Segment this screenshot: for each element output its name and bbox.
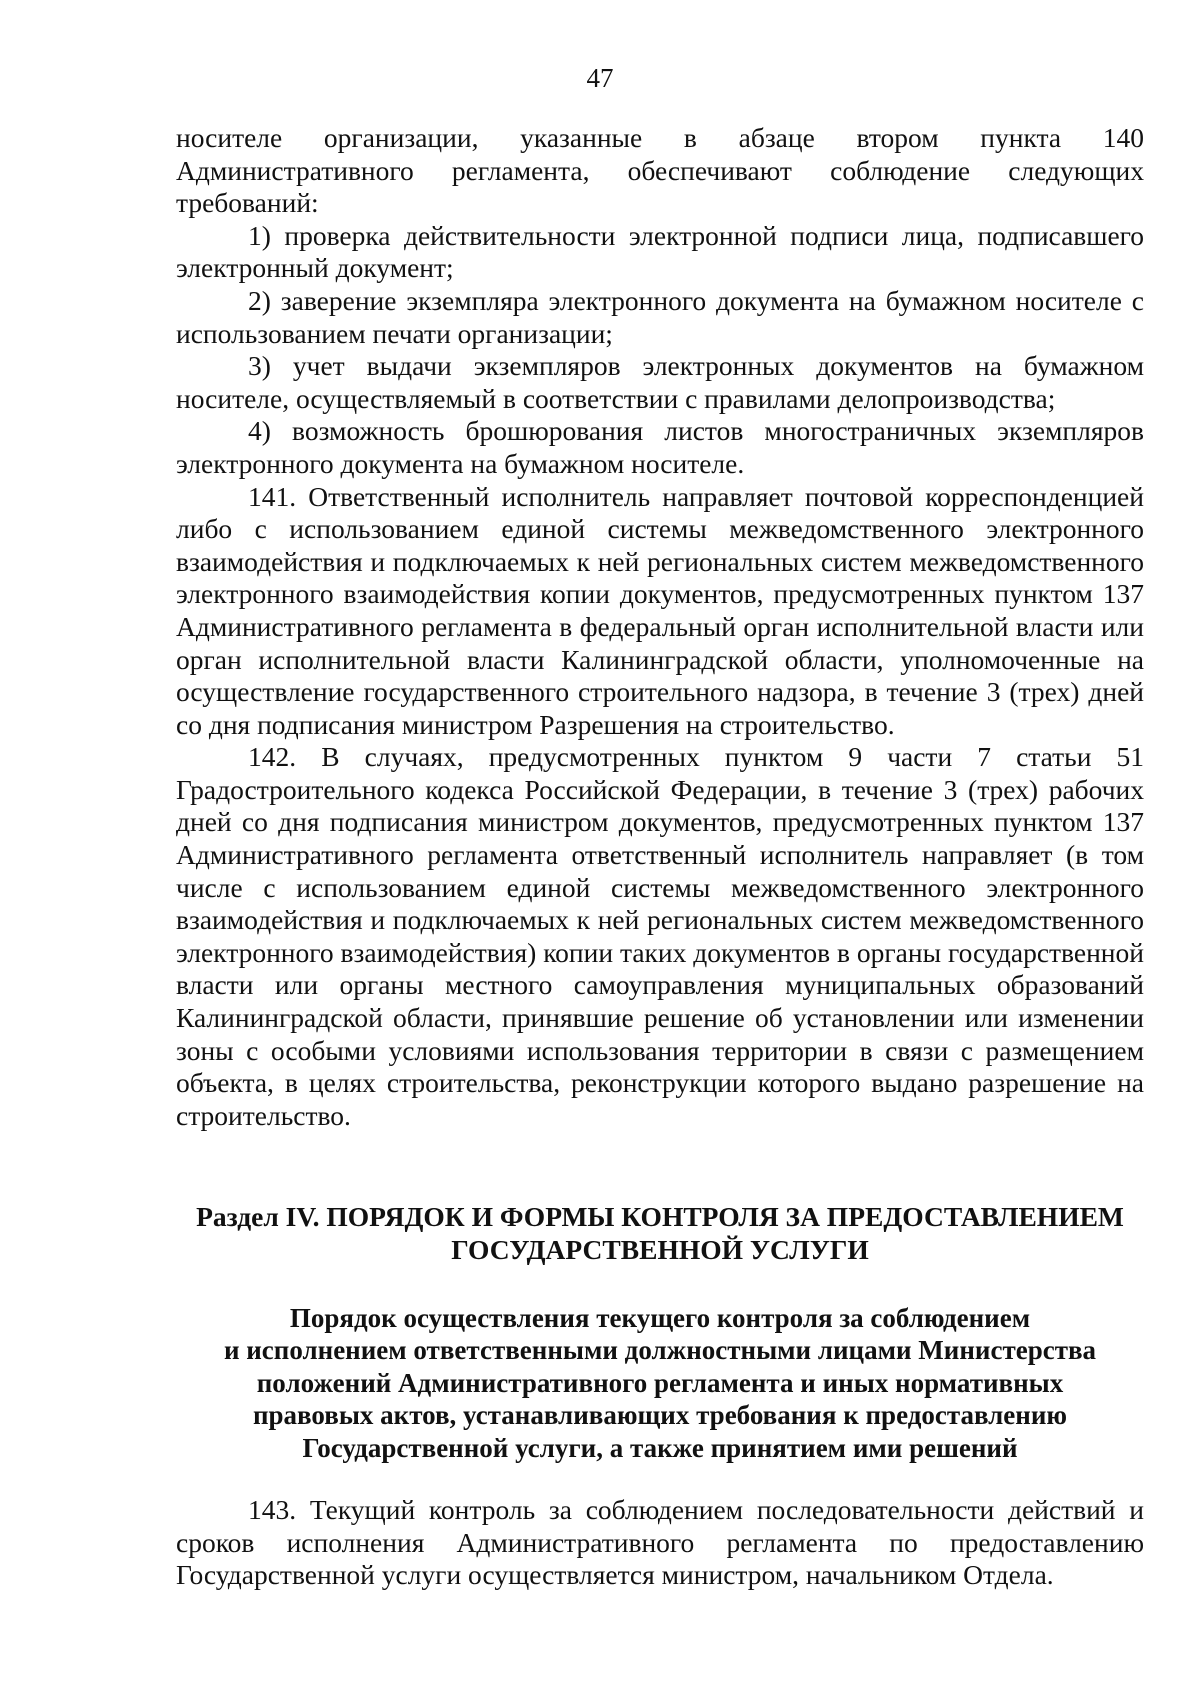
section-heading xyxy=(160,1200,1160,1266)
list-item-1: 1) проверка действительности электронной подписи лица, подписавшего электронный документ; xyxy=(176,219,1144,284)
paragraph-requirements-intro: носителе организации, указанные в абзаце втором пункта 140 Административного регламента, обеспечивают соблюдение следующих требований: xyxy=(176,122,1144,219)
paragraph-143: 143. Текущий контроль за соблюдением последовательности действий и сроков исполнения Административного регламента по предоставлению Государственной услуги осуществляется министром, начальником Отдела. xyxy=(176,1494,1144,1591)
paragraph-142: 142. В случаях, предусмотренных пунктом 9 части 7 статьи 51 Градостроительного кодекса Российской Федерации, в течение 3 (трех) рабочих дней со дня подписания министром документов, предусмотренных пунктом 137 Административного регламента ответственный исполнитель направляет (в том числе с использованием единой системы межведомственного электронного взаимодействия и подключаемых к ней региональных систем межведомственного электронного взаимодействия) копии таких документов в органы государственной власти или органы местного самоуправления муниципальных образований Калининградской области, принявшие решение об установлении или изменении зоны с особыми условиями использования территории в связи с размещением объекта, в целях строительства, реконструкции которого выдано разрешение на строительство. xyxy=(176,741,1144,1131)
subsection-heading-line: положений Административного регламента и иных нормативных xyxy=(256,1367,1064,1398)
subsection-heading-line: правовых актов, устанавливающих требования к предоставлению xyxy=(252,1400,1068,1431)
list-item-3: 3) учет выдачи экземпляров электронных документов на бумажном носителе, осуществляемый в соответствии с правилами делопроизводства; xyxy=(176,350,1144,414)
subsection-heading-line: и исполнением ответственными должностными лицами Министерства xyxy=(223,1335,1097,1366)
final-text xyxy=(176,1494,1144,1592)
section-heading-line-1: Раздел IV. ПОРЯДОК И ФОРМЫ КОНТРОЛЯ ЗА ПРЕДОСТАВЛЕНИЕМ xyxy=(196,1201,1124,1232)
body-text xyxy=(176,122,1144,1132)
list-item-4: 4) возможность брошюрования листов многостраничных экземпляров электронного документа на бумажном носителе. xyxy=(176,415,1144,479)
subsection-heading-line: Порядок осуществления текущего контроля за соблюдением xyxy=(289,1303,1031,1333)
section-heading-line-2: ГОСУДАРСТВЕННОЙ УСЛУГИ xyxy=(451,1234,869,1265)
page-number: 47 xyxy=(586,63,614,93)
paragraph-141: 141. Ответственный исполнитель направляет почтовой корреспонденцией либо с использованием единой системы межведомственного электронного взаимодействия и подключаемых к ней региональных систем межведомственного электронного взаимодействия копии документов, предусмотренных пунктом 137 Административного регламента в федеральный орган исполнительной власти или орган исполнительной власти Калининградской области, уполномоченные на осуществление государственного строительного надзора, в течение 3 (трех) дней со дня подписания министром Разрешения на строительство. xyxy=(176,480,1144,740)
subsection-heading-line: Государственной услуги, а также принятием ими решений xyxy=(302,1432,1018,1463)
list-item-2: 2) заверение экземпляра электронного документа на бумажном носителе с использованием печати организации; xyxy=(176,284,1144,349)
subsection-heading xyxy=(176,1302,1144,1464)
